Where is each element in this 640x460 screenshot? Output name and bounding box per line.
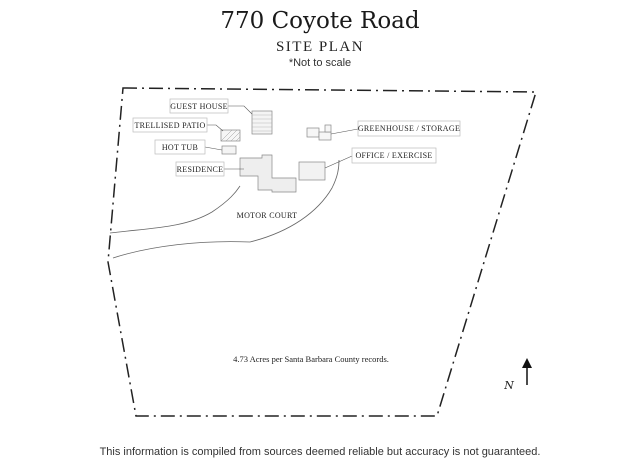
- disclaimer-text: This information is compiled from sources deemed reliable but accuracy is not guaranteed.: [99, 446, 541, 458]
- leader-line: [205, 147, 222, 150]
- office-exercise-building: [299, 162, 325, 180]
- site-plan-heading: SITE PLAN: [275, 39, 365, 55]
- north-arrow-icon: [522, 358, 532, 385]
- acreage-note: 4.73 Acres per Santa Barbara County records.: [233, 354, 389, 364]
- trellised-patio-label: TRELLISED PATIO: [134, 121, 206, 130]
- residence-label: RESIDENCE: [176, 165, 224, 174]
- residence-building: [240, 155, 296, 192]
- office-label: OFFICE / EXERCISE: [355, 151, 433, 160]
- motor-court-label: MOTOR COURT: [236, 211, 298, 220]
- north-label: N: [504, 379, 514, 392]
- driveway-line: [110, 186, 240, 233]
- scale-note: *Not to scale: [288, 57, 352, 69]
- leader-line: [207, 125, 223, 131]
- trellised-patio-structure: [221, 130, 240, 141]
- leader-line: [331, 129, 358, 134]
- hot-tub-label: HOT TUB: [161, 143, 199, 152]
- guest-house-building: [252, 111, 272, 134]
- greenhouse-label: GREENHOUSE / STORAGE: [357, 124, 461, 133]
- greenhouse-storage-building: [307, 125, 331, 140]
- property-address-title: 770 Coyote Road: [220, 8, 420, 34]
- guest-house-label: GUEST HOUSE: [170, 102, 228, 111]
- leader-line: [228, 106, 252, 114]
- hot-tub-shape: [222, 146, 236, 154]
